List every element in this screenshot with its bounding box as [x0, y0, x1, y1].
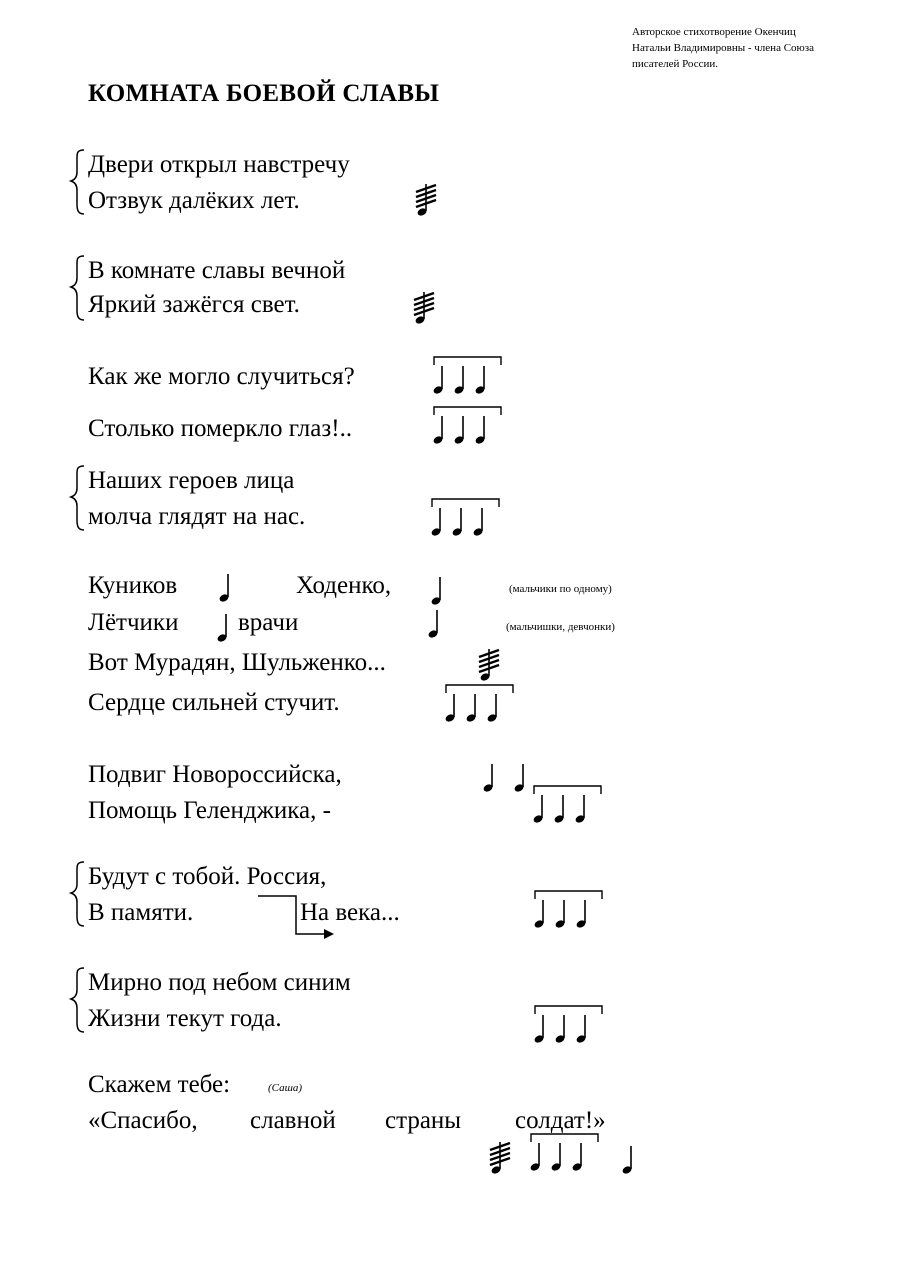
- poem-line: На века...: [300, 899, 400, 926]
- author-note-line: Авторское стихотворение Окенчиц: [632, 26, 796, 38]
- poem-line: «Спасибо,: [88, 1107, 198, 1134]
- speaker-note: (Саша): [268, 1082, 303, 1094]
- stage-note: (мальчики по одному): [509, 583, 612, 595]
- poem-line: Яркий зажёгся свет.: [88, 291, 300, 318]
- poem-line: Отзвук далёких лет.: [88, 187, 300, 214]
- arrow: [258, 896, 332, 934]
- triplet-bracket: [531, 1134, 598, 1142]
- author-note-line: писателей России.: [632, 58, 718, 70]
- author-note-line: Натальи Владимировны - члена Союза: [632, 42, 814, 54]
- triplet-bracket: [534, 786, 601, 794]
- poem-line: Подвиг Новороссийска,: [88, 761, 342, 788]
- triplet-bracket: [446, 685, 513, 693]
- poem-line: Двери открыл навстречу: [88, 151, 350, 178]
- poem-line: молча глядят на нас.: [88, 503, 306, 530]
- poem-line: В комнате славы вечной: [88, 257, 346, 284]
- arrow-head: [324, 929, 334, 939]
- poem-line: страны: [385, 1107, 462, 1134]
- triplet-bracket: [434, 357, 501, 365]
- poem-line: Жизни текут года.: [88, 1005, 282, 1032]
- triplet-bracket: [434, 407, 501, 415]
- poem-line: Вот Мурадян, Шульженко...: [88, 649, 386, 676]
- poem-line: Как же могло случиться?: [88, 363, 355, 390]
- brace: [71, 968, 84, 1032]
- brace: [71, 256, 84, 320]
- brace: [71, 150, 84, 214]
- brace: [71, 466, 84, 530]
- poem-line: Ходенко,: [296, 572, 392, 599]
- triplet-bracket: [432, 499, 499, 507]
- poem-line: Куников: [88, 572, 178, 599]
- poem-line: Будут с тобой. Россия,: [88, 863, 327, 890]
- poem-line: Мирно под небом синим: [88, 969, 351, 996]
- poem-line: солдат!»: [515, 1107, 606, 1134]
- page-title: КОМНАТА БОЕВОЙ СЛАВЫ: [88, 80, 440, 107]
- poem-line: Столько померкло глаз!..: [88, 415, 353, 442]
- poem-line: В памяти.: [88, 899, 194, 926]
- poem-line: Наших героев лица: [88, 467, 295, 494]
- poem-line: Лётчики: [88, 609, 179, 636]
- poem-line: Сердце сильней стучит.: [88, 689, 340, 716]
- poem-line: врачи: [238, 609, 299, 636]
- triplet-bracket: [535, 1006, 602, 1014]
- poem-line: Скажем тебе:: [88, 1071, 231, 1098]
- poem-line: Помощь Геленджика, -: [88, 797, 331, 824]
- stage-note: (мальчишки, девчонки): [506, 621, 615, 633]
- triplet-bracket: [535, 891, 602, 899]
- brace: [71, 862, 84, 926]
- poem-line: славной: [250, 1107, 336, 1134]
